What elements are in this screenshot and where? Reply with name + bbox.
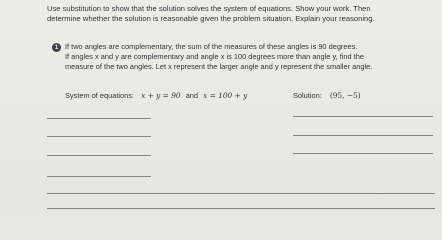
- problem-statement: [65, 42, 437, 73]
- answer-line-left-3[interactable]: [47, 155, 151, 156]
- instructions-line-1: Use substitution to show that the solution solves the system of equations. Show your work. Then: [47, 4, 371, 13]
- answer-line-right-2[interactable]: [293, 135, 433, 136]
- instructions: [47, 4, 437, 24]
- given-solution: [293, 91, 361, 100]
- problem-line-2: If angles x and y are complementary and angle x is 100 degrees more than angle y, find the: [65, 52, 364, 62]
- system-of-equations: [65, 91, 247, 100]
- equation-connector: and: [185, 91, 199, 100]
- answer-line-right-1[interactable]: [293, 116, 433, 117]
- solution-value: (95, −5): [329, 91, 361, 100]
- answer-line-left-2[interactable]: [47, 136, 151, 137]
- problem-line-1: If two angles are complementary, the sum of the measures of these angles is 90 degrees.: [65, 42, 358, 51]
- answer-line-right-3[interactable]: [293, 153, 433, 154]
- problem-number-badge: 1: [52, 43, 61, 52]
- problem-line-3: measure of the two angles. Let x represent the larger angle and y represent the smaller angle.: [65, 62, 373, 72]
- solution-label: Solution:: [293, 91, 322, 100]
- equation-1: x + y = 90: [141, 91, 181, 100]
- system-label: System of equations:: [65, 91, 135, 100]
- equation-2: x = 100 + y: [203, 91, 248, 100]
- instructions-line-2: determine whether the solution is reasonable given the problem situation. Explain your reasoning.: [47, 14, 375, 23]
- answer-line-left-4[interactable]: [47, 176, 151, 177]
- answer-line-full-2[interactable]: [47, 208, 435, 209]
- answer-line-left-1[interactable]: [47, 118, 151, 119]
- answer-line-full-1[interactable]: [47, 193, 435, 194]
